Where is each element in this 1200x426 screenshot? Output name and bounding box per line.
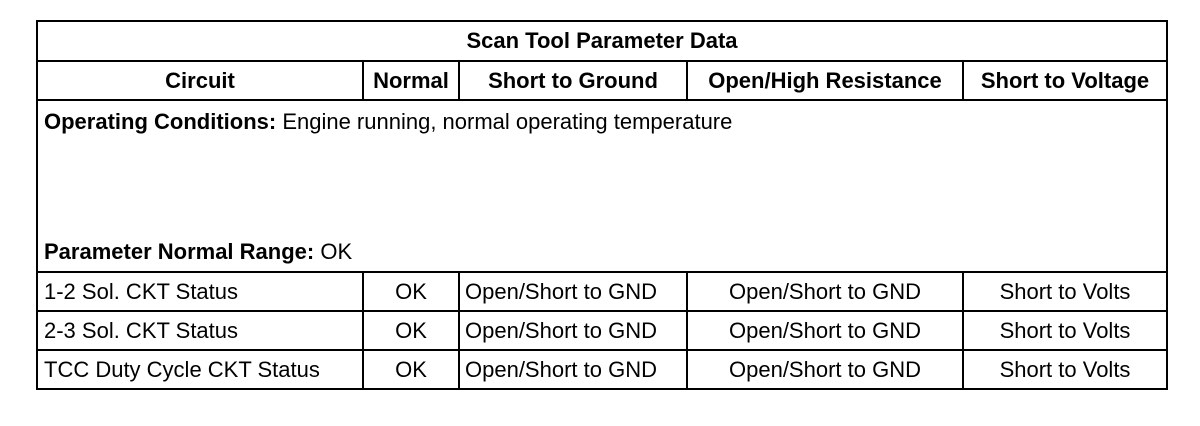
parameter-normal-range	[44, 239, 352, 265]
short-to-voltage-cell: Short to Volts	[963, 272, 1167, 311]
header-open-high-resistance: Open/High Resistance	[687, 61, 963, 100]
operating-conditions-value: Engine running, normal operating temperature	[276, 109, 733, 134]
table-title: Scan Tool Parameter Data	[37, 21, 1167, 61]
parameter-range-label: Parameter Normal Range:	[44, 239, 315, 264]
open-high-resistance-cell: Open/Short to GND	[687, 272, 963, 311]
short-to-ground-cell: Open/Short to GND	[459, 272, 687, 311]
open-high-resistance-cell: Open/Short to GND	[687, 350, 963, 389]
conditions-row	[37, 100, 1167, 272]
header-row	[37, 61, 1167, 100]
open-high-resistance-cell: Open/Short to GND	[687, 311, 963, 350]
table-row	[37, 272, 1167, 311]
header-normal: Normal	[363, 61, 459, 100]
normal-cell: OK	[363, 311, 459, 350]
scan-tool-table-container	[36, 20, 1166, 390]
circuit-cell: 2-3 Sol. CKT Status	[37, 311, 363, 350]
short-to-voltage-cell: Short to Volts	[963, 311, 1167, 350]
scan-tool-parameter-table	[36, 20, 1168, 390]
circuit-cell: TCC Duty Cycle CKT Status	[37, 350, 363, 389]
circuit-cell: 1-2 Sol. CKT Status	[37, 272, 363, 311]
short-to-ground-cell: Open/Short to GND	[459, 350, 687, 389]
operating-conditions	[44, 109, 732, 135]
short-to-ground-cell: Open/Short to GND	[459, 311, 687, 350]
header-short-to-voltage: Short to Voltage	[963, 61, 1167, 100]
table-row	[37, 350, 1167, 389]
header-circuit: Circuit	[37, 61, 363, 100]
parameter-range-value: OK	[314, 239, 353, 264]
normal-cell: OK	[363, 350, 459, 389]
conditions-cell	[37, 100, 1167, 272]
operating-conditions-label: Operating Conditions:	[44, 109, 277, 134]
header-short-to-ground: Short to Ground	[459, 61, 687, 100]
short-to-voltage-cell: Short to Volts	[963, 350, 1167, 389]
title-row	[37, 21, 1167, 61]
table-row	[37, 311, 1167, 350]
normal-cell: OK	[363, 272, 459, 311]
